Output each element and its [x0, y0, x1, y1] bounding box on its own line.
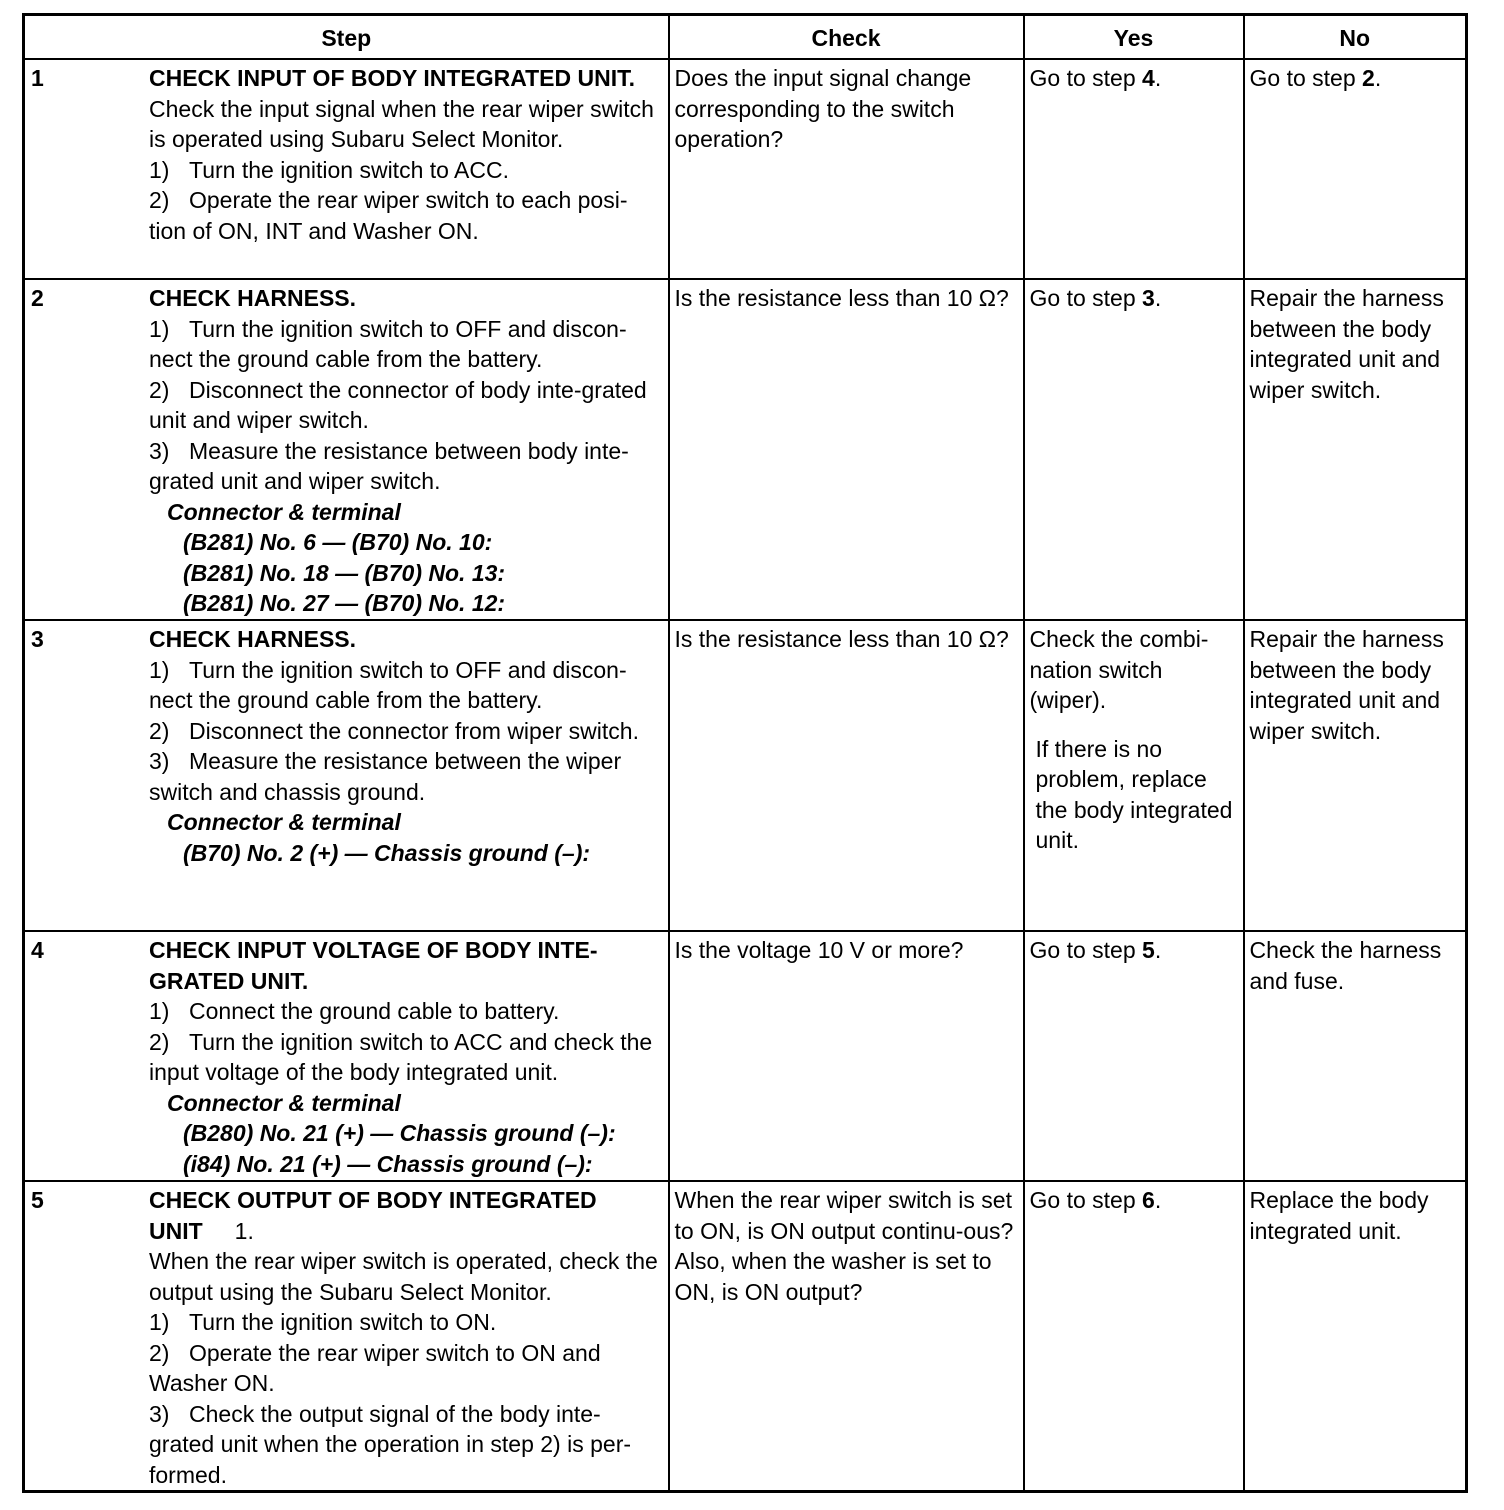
diagnostic-sheet — [22, 13, 1465, 1493]
step-title: CHECK OUTPUT OF BODY INTEGRATED UNIT 1. — [149, 1187, 597, 1244]
connector-heading: Connector & terminal — [167, 809, 401, 835]
table-row — [24, 620, 1467, 931]
yes-cell: Go to step 6. — [1024, 1181, 1244, 1492]
step-number: 5 — [31, 1187, 44, 1213]
header-yes: Yes — [1024, 15, 1244, 60]
yes-cell: Go to step 5. — [1024, 931, 1244, 1181]
check-cell: When the rear wiper switch is set to ON, is ON output continu-ous? Also, when the washer is set to ON, is ON output? — [669, 1181, 1024, 1492]
header-row — [24, 15, 1467, 60]
step-cell — [24, 59, 669, 279]
step-title: CHECK INPUT OF BODY INTEGRATED UNIT. — [149, 65, 635, 91]
step-substep: 3) Check the output signal of the body inte-grated unit when the operation in step 2) is per-formed. — [149, 1400, 632, 1488]
step-number: 1 — [31, 65, 44, 91]
step-substep: 2) Operate the rear wiper switch to ON and Washer ON. — [149, 1339, 601, 1396]
connector-terminal: (B281) No. 6 — (B70) No. 10: — [183, 529, 493, 555]
check-cell: Is the resistance less than 10 Ω? — [669, 279, 1024, 620]
table-row — [24, 279, 1467, 620]
yes-cell — [1024, 620, 1244, 931]
no-cell: Go to step 2. — [1244, 59, 1467, 279]
check-cell: Does the input signal change corresponding to the switch operation? — [669, 59, 1024, 279]
connector-heading: Connector & terminal — [167, 1089, 401, 1116]
yes-text: If there is no problem, replace the body integrated unit. — [1035, 735, 1233, 853]
table-row — [24, 1181, 1467, 1492]
connector-terminal: (B281) No. 18 — (B70) No. 13: — [183, 559, 506, 586]
step-text: Check the input signal when the rear wiper switch is operated using Subaru Select Monitor. — [149, 95, 654, 152]
step-substep: 3) Measure the resistance between the wiper switch and chassis ground. — [149, 748, 622, 805]
step-substep: 2) Disconnect the connector from wiper switch. — [149, 717, 639, 744]
check-cell: Is the resistance less than 10 Ω? — [669, 620, 1024, 931]
step-number: 2 — [31, 285, 44, 311]
header-step: Step — [24, 15, 669, 60]
step-cell — [24, 279, 669, 620]
diagnostic-table — [22, 13, 1468, 1493]
step-number: 3 — [31, 626, 44, 652]
connector-terminal: (B281) No. 27 — (B70) No. 12: — [183, 590, 506, 616]
step-cell — [24, 931, 669, 1181]
yes-cell: Go to step 3. — [1024, 279, 1244, 620]
no-cell: Replace the body integrated unit. — [1244, 1181, 1467, 1492]
table-row — [24, 931, 1467, 1181]
step-number: 4 — [31, 937, 44, 963]
yes-cell: Go to step 4. — [1024, 59, 1244, 279]
step-substep: 3) Measure the resistance between body inte-grated unit and wiper switch. — [149, 437, 629, 494]
check-cell: Is the voltage 10 V or more? — [669, 931, 1024, 1181]
header-no: No — [1244, 15, 1467, 60]
no-cell: Repair the harness between the body integrated unit and wiper switch. — [1244, 279, 1467, 620]
step-substep: 2) Operate the rear wiper switch to each posi-tion of ON, INT and Washer ON. — [149, 187, 628, 244]
no-cell: Repair the harness between the body integrated unit and wiper switch. — [1244, 620, 1467, 931]
connector-terminal: (B70) No. 2 (+) — Chassis ground (–): — [183, 839, 591, 866]
step-substep: 1) Turn the ignition switch to ON. — [149, 1309, 497, 1335]
step-substep: 1) Turn the ignition switch to OFF and discon-nect the ground cable from the battery. — [149, 315, 627, 372]
step-substep: 1) Turn the ignition switch to OFF and discon-nect the ground cable from the battery. — [149, 656, 627, 713]
step-title: CHECK HARNESS. — [149, 285, 357, 311]
step-cell — [24, 620, 669, 931]
step-cell — [24, 1181, 669, 1492]
step-substep: 2) Disconnect the connector of body inte-grated unit and wiper switch. — [149, 376, 647, 433]
step-text: When the rear wiper switch is operated, check the output using the Subaru Select Monitor. — [149, 1248, 658, 1305]
connector-terminal: (i84) No. 21 (+) — Chassis ground (–): — [183, 1150, 593, 1177]
no-cell: Check the harness and fuse. — [1244, 931, 1467, 1181]
step-substep: 1) Connect the ground cable to battery. — [149, 998, 560, 1024]
table-row — [24, 59, 1467, 279]
connector-terminal: (B280) No. 21 (+) — Chassis ground (–): — [183, 1120, 616, 1146]
connector-heading: Connector & terminal — [167, 498, 401, 525]
step-title: CHECK HARNESS. — [149, 626, 357, 652]
header-check: Check — [669, 15, 1024, 60]
step-substep: 1) Turn the ignition switch to ACC. — [149, 156, 510, 183]
step-substep: 2) Turn the ignition switch to ACC and check the input voltage of the body integrated unit. — [149, 1028, 653, 1085]
yes-text: Check the combi-nation switch (wiper). — [1029, 626, 1209, 713]
step-title: CHECK INPUT VOLTAGE OF BODY INTE-GRATED UNIT. — [149, 937, 598, 994]
